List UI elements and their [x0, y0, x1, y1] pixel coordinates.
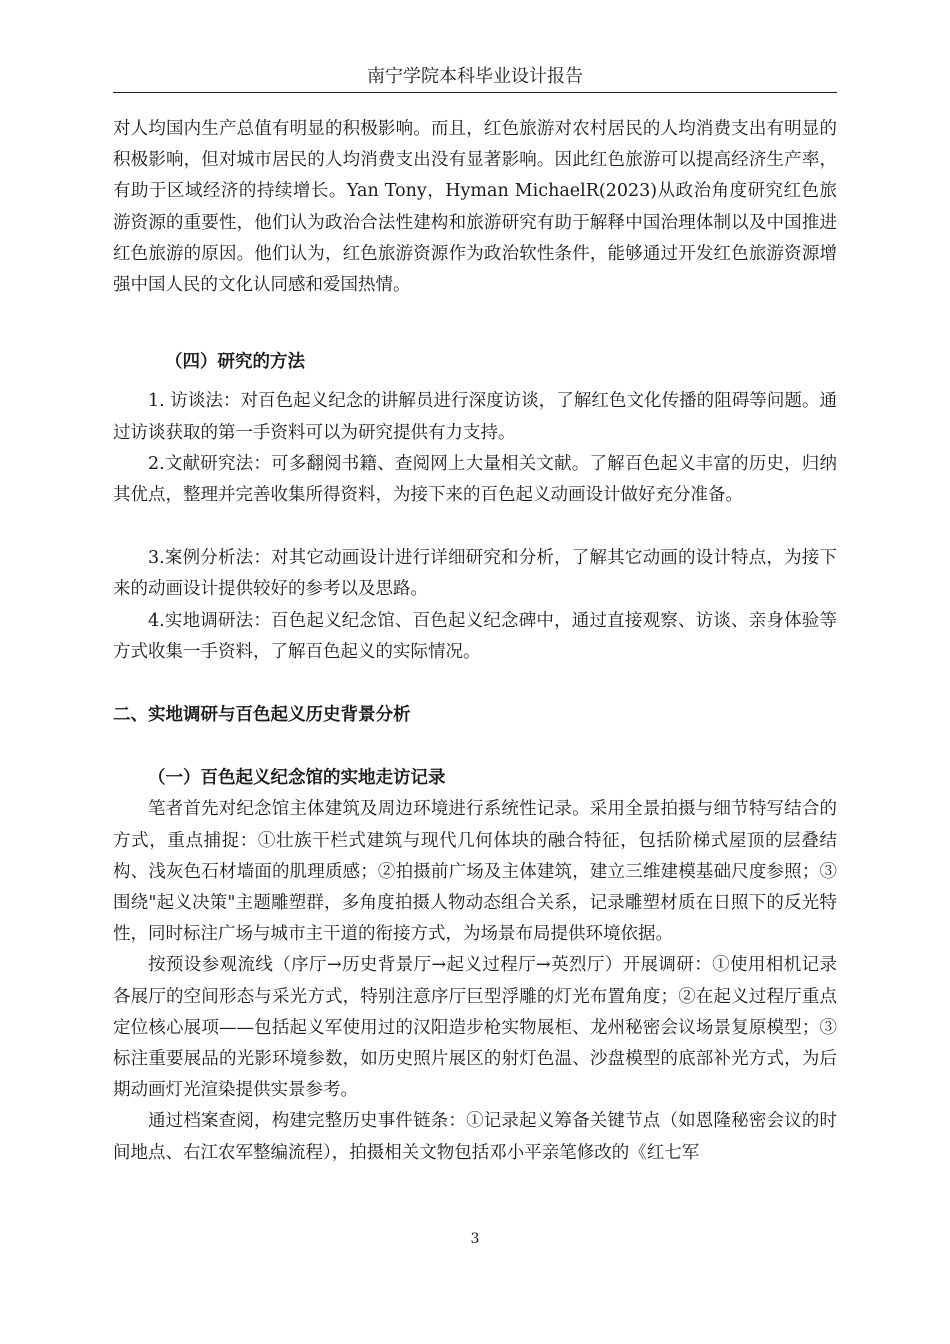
- section-one-heading: （一）百色起义纪念馆的实地走访记录: [148, 768, 446, 789]
- spacer: [113, 511, 837, 543]
- paragraph-archive-research: 通过档案查阅，构建完整历史事件链条：①记录起义筹备关键节点（如恩隆秘密会议的时间地点、右江农军整编流程），拍摄相关文物包括邓小平亲笔修改的《红七军: [113, 1111, 837, 1163]
- paragraph-building-survey: 笔者首先对纪念馆主体建筑及周边环境进行系统性记录。采用全景拍摄与细节特写结合的方式，重点捕捉：①壮族干栏式建筑与现代几何体块的融合特征，包括阶梯式屋顶的层叠结构、浅灰色石材墙面的肌理质感；②拍摄前广场及主体建筑，建立三维建模基础尺度参照；③围绕"起义决策"主题雕塑群，多角度拍摄人物动态组合关系，记录雕塑材质在日照下的反光特性，同时标注广场与城市主干道的衔接方式，为场景布局提供环境依据。: [113, 799, 837, 945]
- document-body: [113, 114, 837, 1169]
- header-divider: [113, 92, 837, 93]
- page-header-title: 南宁学院本科毕业设计报告: [367, 66, 583, 87]
- paragraph-exhibition-route: 按预设参观流线（序厅→历史背景厅→起义过程厅→英烈厅）开展调研：①使用相机记录各展厅的空间形态与采光方式，特别注意序厅巨型浮雕的灯光布置角度；②在起义过程厅重点定位核心展项——包括起义军使用过的汉阳造步枪实物展柜、龙州秘密会议场景复原模型；③标注重要展品的光影环境参数，如历史照片展区的射灯色温、沙盘模型的底部补光方式，为后期动画灯光渲染提供实景参考。: [113, 955, 837, 1101]
- paragraph-econ-impact: 对人均国内生产总值有明显的积极影响。而且，红色旅游对农村居民的人均消费支出有明显的积极影响，但对城市居民的人均消费支出没有显著影响。因此红色旅游可以提高经济生产率，有助于区域经济的持续增长。Yan Tony，Hyman MichaelR(2023)从政治角度研究红色旅游资源的重要性，他们认为政治合法性建构和旅游研究有助于解释中国治理体制以及中国推进红色旅游的原因。他们认为，红色旅游资源作为政治软性条件，能够通过开发红色旅游资源增强中国人民的文化认同感和爱国热情。: [113, 119, 837, 296]
- spacer: [113, 668, 837, 700]
- method-literature: 2.文献研究法：可多翻阅书籍、查阅网上大量相关文献。了解百色起义丰富的历史，归纳其优点，整理并完善收集所得资料，为接下来的百色起义动画设计做好充分准备。: [113, 453, 837, 506]
- page-number: 3: [470, 1231, 480, 1247]
- spacer: [113, 378, 837, 386]
- chapter-two-heading: 二、实地调研与百色起义历史背景分析: [113, 705, 411, 726]
- method-field-research: 4.实地调研法：百色起义纪念馆、百色起义纪念碑中，通过直接观察、访谈、亲身体验等方式收集一手资料，了解百色起义的实际情况。: [113, 610, 837, 662]
- heading-research-methods: （四）研究的方法: [165, 352, 305, 373]
- spacer: [113, 301, 837, 347]
- spacer: [113, 731, 837, 763]
- method-interview: 1. 访谈法：对百色起义纪念的讲解员进行深度访谈，了解红色文化传播的阻碍等问题。通过访谈获取的第一手资料可以为研究提供有力支持。: [113, 391, 837, 443]
- method-case-study: 3.案例分析法：对其它动画设计进行详细研究和分析，了解其它动画的设计特点，为接下来的动画设计提供较好的参考以及思路。: [113, 548, 837, 600]
